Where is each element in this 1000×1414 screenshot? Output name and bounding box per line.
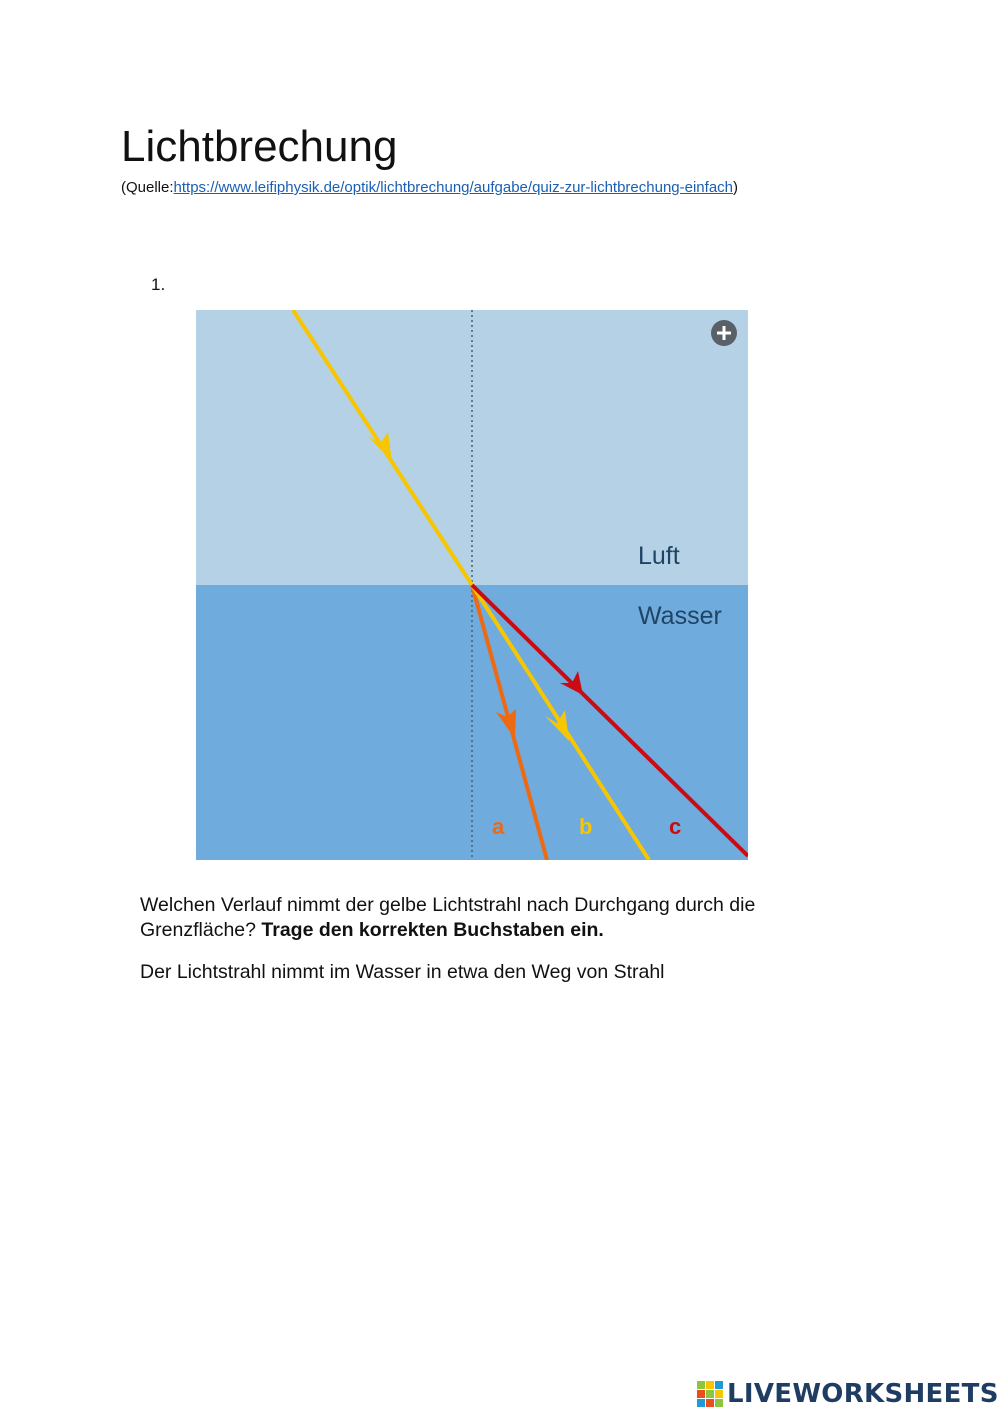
liveworksheets-brand — [697, 1379, 999, 1409]
ray-label-c: c — [669, 814, 682, 839]
question-body: Welchen Verlauf nimmt der gelbe Lichtstrahl nach Durchgang durch die Grenzfläche? — [140, 894, 756, 941]
brand-name: LIVEWORKSHEETS — [727, 1379, 999, 1409]
question-instruction: Trage den korrekten Buchstaben ein. — [261, 919, 604, 941]
question-text — [140, 893, 840, 943]
source-prefix: (Quelle: — [121, 179, 174, 196]
page-title: Lichtbrechung — [121, 122, 398, 171]
liveworksheets-logo-icon — [697, 1381, 723, 1407]
zoom-plus-icon[interactable] — [711, 320, 737, 346]
ray-label-b: b — [579, 814, 593, 839]
ray-label-a: a — [492, 814, 505, 839]
source-citation — [121, 178, 738, 198]
source-suffix: ) — [733, 179, 738, 196]
question-number: 1. — [151, 275, 166, 294]
answer-prompt: Der Lichtstrahl nimmt im Wasser in etwa den Weg von Strahl — [140, 961, 665, 983]
source-link[interactable]: https://www.leifiphysik.de/optik/lichtbrechung/aufgabe/quiz-zur-lichtbrechung-einfach — [173, 179, 733, 196]
refraction-diagram — [196, 310, 748, 860]
medium-label-water: Wasser — [638, 602, 722, 630]
medium-label-air: Luft — [638, 542, 680, 570]
